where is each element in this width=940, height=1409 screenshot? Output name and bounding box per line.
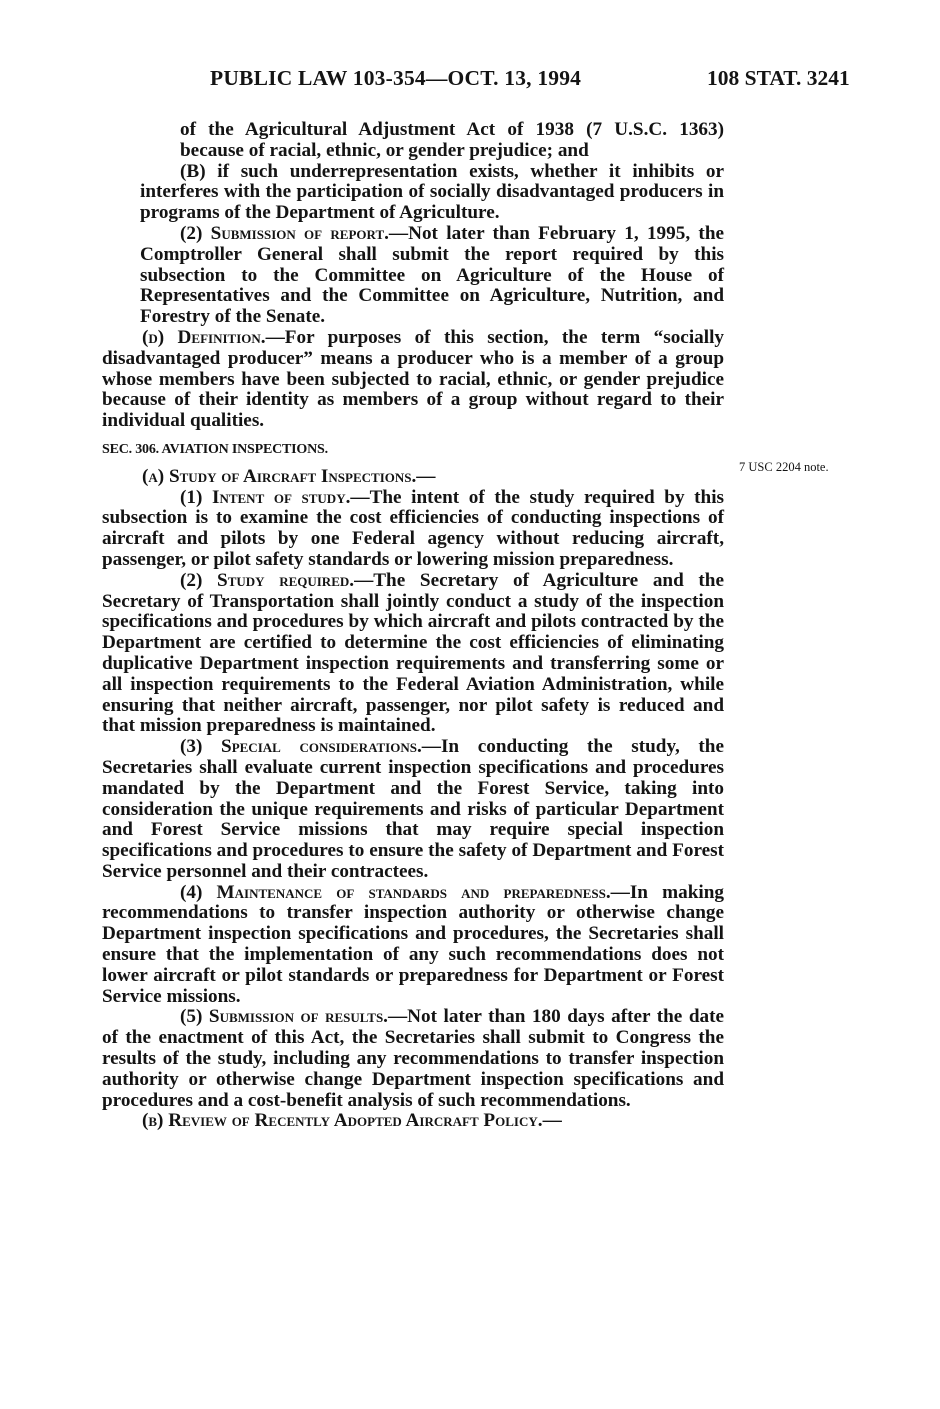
- paragraph-heading: (4) Maintenance of standards and preparedness.: [180, 881, 611, 903]
- stat-page-number: 108 STAT. 3241: [707, 66, 850, 90]
- paragraph: [102, 1111, 724, 1132]
- paragraph-heading: (2) Submission of report.: [180, 222, 389, 244]
- paragraph: (4) Maintenance of standards and preparedness.—In making recommendations to transfer inspection authority or otherwise change Department inspection specifications and procedures, the Secretaries shall ensure that the implementation of any such recommendations does not lower aircraft or pilot standards or preparedness for Department or Forest Service missions.: [102, 881, 724, 1007]
- paragraph-heading: (a) Study of Aircraft Inspections.—: [142, 465, 436, 487]
- paragraph: (d) Definition.—For purposes of this section, the term “socially disadvantaged producer” means a producer who is a member of a group whose members have been subjected to racial, ethnic, or gender prejudice because of their identity as members of a group without regard to their individual qualities.: [102, 326, 724, 432]
- paragraph: (B) if such underrepresentation exists, whether it inhibits or interferes with the participation of socially disadvantaged producers in programs of the Department of Agriculture.: [140, 160, 724, 224]
- paragraph: [102, 467, 724, 488]
- paragraph-heading: (1) Intent of study.: [180, 486, 351, 508]
- paragraph: (1) Intent of study.—The intent of the study required by this subsection is to examine the cost efficiencies of conducting inspections of aircraft and pilots by one Federal agency without reducing aircraft, passenger, or pilot safety standards or lowering mission preparedness.: [102, 486, 725, 570]
- paragraph-heading: (b) Review of Recently Adopted Aircraft Policy.—: [142, 1110, 562, 1132]
- paragraph-heading: (2) Study required.: [180, 569, 355, 591]
- paragraph: (3) Special considerations.—In conducting the study, the Secretaries shall evaluate current inspection specifications and procedures mandated by the Department and the Forest Service, taking into consideration the unique requirements and risks of particular Department and Forest Service missions that may require special inspection specifications and procedures to ensure the safety of Department and Forest Service personnel and their contractees.: [102, 736, 724, 882]
- running-head: PUBLIC LAW 103-354—OCT. 13, 1994: [210, 66, 582, 90]
- paragraph-heading: (d) Definition.: [142, 326, 266, 348]
- paragraph-heading: (3) Special considerations.: [180, 736, 422, 758]
- paragraph: of the Agricultural Adjustment Act of 1938 (7 U.S.C. 1363) because of racial, ethnic, or gender prejudice; and: [180, 119, 724, 161]
- paragraph-heading: (5) Submission of results.: [180, 1006, 388, 1028]
- paragraph: (2) Submission of report.—Not later than February 1, 1995, the Comptroller General shall submit the report required by this subsection to the Committee on Agriculture of the House of Representatives and the Committee on Agriculture, Nutrition, and Forestry of the Senate.: [140, 222, 725, 328]
- margin-note: 7 USC 2204 note.: [739, 460, 829, 474]
- paragraph: (2) Study required.—The Secretary of Agriculture and the Secretary of Transportation shall jointly conduct a study of the inspection specifications and procedures by which aircraft and pilots contracted by the Department are certified to determine the cost efficiencies of eliminating duplicative Department inspection requirements and transferring some or all inspection requirements to the Federal Aviation Administration, while ensuring that neither aircraft, passenger, nor pilot safety is reduced and that mission preparedness is maintained.: [102, 569, 724, 737]
- section-heading: SEC. 306. AVIATION INSPECTIONS.: [102, 441, 328, 457]
- paragraph: (5) Submission of results.—Not later than 180 days after the date of the enactment of this Act, the Secretaries shall submit to Congress the results of the study, including any recommendations to transfer inspection authority or otherwise change Department inspection specifications and procedures and a cost-benefit analysis of such recommendations.: [102, 1006, 724, 1111]
- body-text: [102, 120, 724, 1132]
